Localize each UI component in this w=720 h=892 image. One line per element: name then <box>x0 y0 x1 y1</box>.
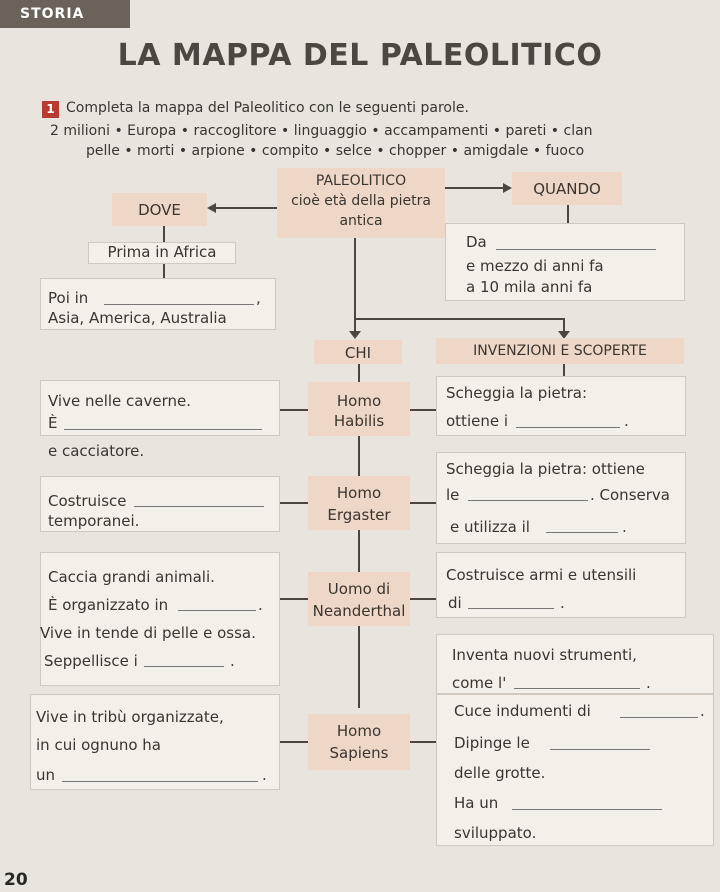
ergaster-right-1: Scheggia la pietra: ottiene <box>446 460 645 478</box>
neanderthal-left-2: È organizzato in <box>48 596 169 614</box>
sapiens-right-1: Cuce indumenti di <box>454 702 591 720</box>
sapiens-right-3: delle grotte. <box>454 764 546 782</box>
neanderthal-right-1: Costruisce armi e utensili <box>446 566 637 584</box>
habilis-left-3: e cacciatore. <box>48 442 145 460</box>
page-title: LA MAPPA DEL PALEOLITICO <box>117 38 603 73</box>
sapiens-left-1: Vive in tribù organizzate, <box>36 708 224 726</box>
dove-poi: Poi in <box>48 289 89 307</box>
ergaster-right-2: le <box>446 486 460 504</box>
ergaster-right-4: e utilizza il <box>450 518 530 536</box>
quando-line3: a 10 mila anni fa <box>466 278 593 296</box>
sapiens-right-2: Dipinge le <box>454 734 530 752</box>
sapiens-left-2: in cui ognuno ha <box>36 736 161 754</box>
dove-continents: Asia, America, Australia <box>48 309 227 327</box>
paleolitico-title: PALEOLITICO <box>315 173 407 189</box>
ergaster-name-2: Ergaster <box>327 506 391 524</box>
sapiens-right-5: sviluppato. <box>454 824 537 842</box>
exercise-number-badge <box>42 101 59 118</box>
neanderthal-right-3: Inventa nuovi strumenti, <box>452 646 637 664</box>
sapiens-name-2: Sapiens <box>329 744 389 762</box>
quando-label: QUANDO <box>533 180 601 198</box>
ergaster-name-1: Homo <box>336 484 382 502</box>
word-bank-line-2: pelle • morti • arpione • compito • selce • chopper • amigdale • fuoco <box>86 143 585 159</box>
page-number: 20 <box>4 870 28 890</box>
dove-label: DOVE <box>138 201 181 219</box>
habilis-right-1: Scheggia la pietra: <box>446 384 588 402</box>
ergaster-left-2: temporanei. <box>48 512 140 530</box>
invenzioni-label: INVENZIONI E SCOPERTE <box>473 343 647 359</box>
page-number-tab <box>0 862 40 892</box>
neanderthal-name-1: Uomo di <box>327 580 391 598</box>
sapiens-name-1: Homo <box>336 722 382 740</box>
habilis-right-2: ottiene i <box>446 412 509 430</box>
section-tag-label: STORIA <box>20 6 85 22</box>
habilis-left-2: È <box>48 414 58 432</box>
quando-da: Da <box>466 233 487 251</box>
chi-label: CHI <box>344 344 372 362</box>
sapiens-left-3: un <box>36 766 56 784</box>
habilis-name-1: Homo <box>336 392 382 410</box>
ergaster-left-1: Costruisce <box>48 492 127 510</box>
dove-africa: Prima in Africa <box>107 243 217 261</box>
quando-line2: e mezzo di anni fa <box>466 257 604 275</box>
habilis-left-1: Vive nelle caverne. <box>48 392 191 410</box>
paleolitico-subtitle-2: antica <box>339 213 383 229</box>
neanderthal-right-4: come l' <box>452 674 507 692</box>
habilis-name-2: Habilis <box>333 412 385 430</box>
exercise-instruction: Completa la mappa del Paleolitico con le seguenti parole. <box>66 100 469 116</box>
neanderthal-left-4: Seppellisce i <box>44 652 138 670</box>
paleolitico-subtitle: cioè età della pietra <box>291 193 431 209</box>
neanderthal-left-1: Caccia grandi animali. <box>48 568 215 586</box>
neanderthal-name-2: Neanderthal <box>312 602 406 620</box>
word-bank-line-1: 2 milioni • Europa • raccoglitore • linguaggio • accampamenti • pareti • clan <box>50 123 593 139</box>
section-tag <box>0 0 130 28</box>
ergaster-right-3: . Conserva <box>590 486 670 504</box>
neanderthal-left-3: Vive in tende di pelle e ossa. <box>40 624 256 642</box>
sapiens-right-4: Ha un <box>454 794 499 812</box>
neanderthal-right-2: di <box>448 594 462 612</box>
exercise-number: 1 <box>46 102 55 116</box>
